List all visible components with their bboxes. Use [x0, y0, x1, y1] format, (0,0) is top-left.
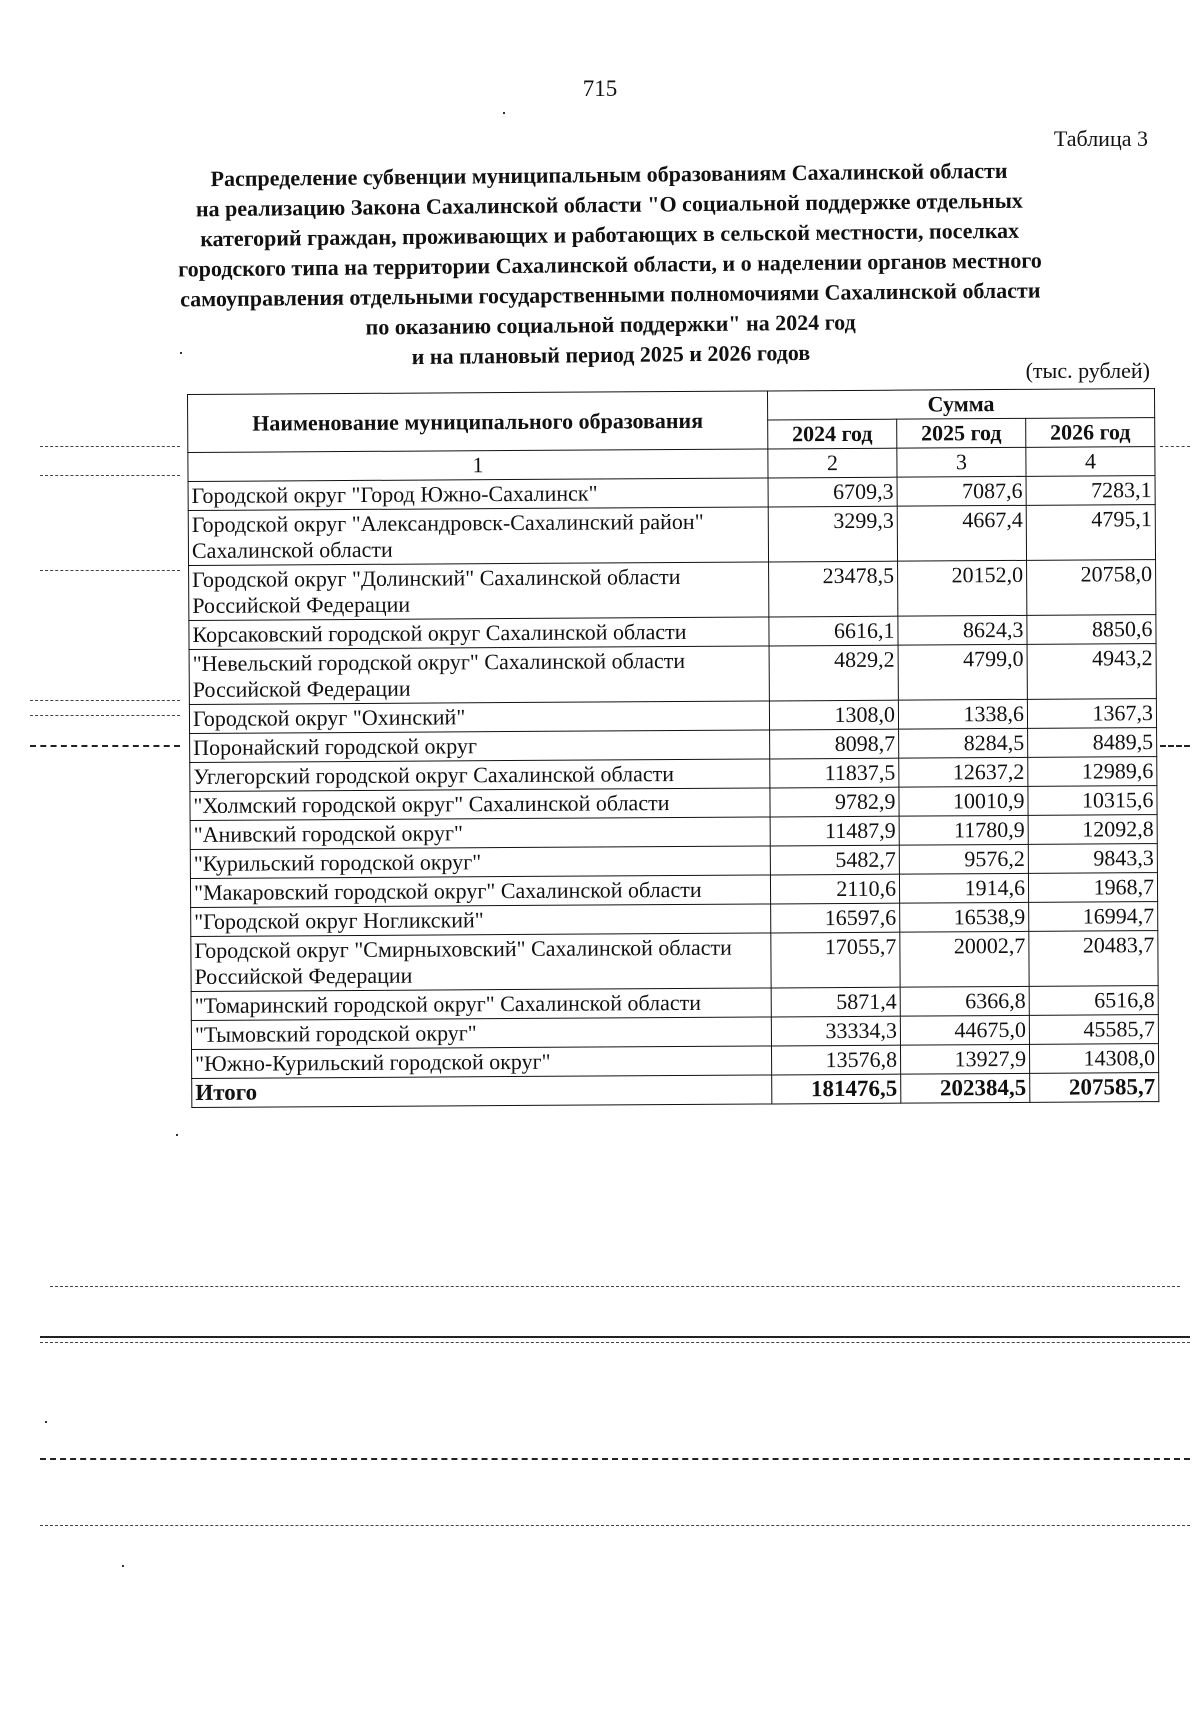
value-2025: 9576,2 — [899, 844, 1028, 874]
scan-artifact-dot — [503, 112, 505, 114]
scan-artifact-dot — [180, 352, 182, 354]
value-2026: 8850,6 — [1027, 615, 1156, 645]
value-2026: 45585,7 — [1029, 1015, 1158, 1045]
value-2024: 4829,2 — [769, 645, 898, 701]
total-2026: 207585,7 — [1030, 1073, 1159, 1103]
scan-artifact-line — [1160, 446, 1190, 447]
value-2025: 4799,0 — [898, 644, 1027, 700]
scan-artifact-dot — [122, 1565, 124, 1567]
municipality-name: "Макаровский городской округ" Сахалинской области — [190, 875, 770, 908]
scan-artifact-line — [40, 446, 180, 447]
total-label: Итого — [192, 1075, 772, 1108]
scan-artifact-line — [40, 1525, 1190, 1526]
value-2025: 1338,6 — [898, 699, 1027, 729]
municipality-name: "Томаринский городской округ" Сахалинской области — [191, 988, 771, 1021]
value-2025: 44675,0 — [900, 1015, 1029, 1045]
municipality-name: Городской округ "Смирныховский" Сахалинской области Российской Федерации — [191, 933, 771, 992]
title-line: и на плановый период 2025 и 2026 годов — [411, 339, 811, 370]
scan-artifact-dot — [176, 1134, 178, 1136]
scan-artifact-line — [40, 1336, 1190, 1338]
table-row — [191, 931, 1158, 992]
value-2025: 12637,2 — [899, 757, 1028, 787]
value-2026: 12989,6 — [1028, 757, 1157, 787]
municipality-name: Городской округ "Долинский" Сахалинской области Российской Федерации — [189, 562, 769, 621]
subsidy-table — [187, 388, 1159, 1108]
title-line: городского типа на территории Сахалинской области, и о наделении органов местного — [178, 247, 1042, 282]
table-label: Таблица 3 — [1053, 126, 1148, 151]
value-2024: 8098,7 — [770, 729, 899, 759]
value-2026: 9843,3 — [1028, 844, 1157, 874]
value-2025: 20002,7 — [900, 931, 1029, 987]
value-2025: 10010,9 — [899, 786, 1028, 816]
value-2026: 4943,2 — [1027, 644, 1156, 700]
value-2025: 6366,8 — [900, 986, 1029, 1016]
table-row — [189, 644, 1156, 705]
municipality-name: "Курильский городской округ" — [190, 846, 770, 879]
units-note: (тыс. рублей) — [1025, 358, 1150, 383]
header-year-2026: 2026 год — [1026, 418, 1155, 448]
value-2025: 8284,5 — [899, 728, 1028, 758]
municipality-name: Углегорский городской округ Сахалинской области — [190, 759, 770, 792]
value-2024: 33334,3 — [771, 1016, 900, 1046]
subsidy-table-wrapper — [187, 388, 1159, 1108]
title-line: по оказанию социальной поддержки" на 2024 год — [365, 309, 856, 340]
value-2026: 4795,1 — [1026, 505, 1155, 561]
title-line: самоуправления отдельными государственными полномочиями Сахалинской области — [180, 277, 1041, 312]
value-2025: 1914,6 — [899, 873, 1028, 903]
value-2024: 5482,7 — [770, 845, 899, 875]
value-2026: 14308,0 — [1029, 1044, 1158, 1074]
value-2025: 7087,6 — [897, 476, 1026, 506]
value-2026: 6516,8 — [1029, 986, 1158, 1016]
municipality-name: Поронайский городской округ — [190, 730, 770, 763]
scan-artifact-line — [1160, 745, 1190, 747]
column-number: 1 — [188, 449, 768, 482]
value-2025: 20152,0 — [898, 560, 1027, 616]
header-year-2024: 2024 год — [768, 419, 897, 449]
value-2025: 16538,9 — [900, 902, 1029, 932]
title-line: Распределение субвенции муниципальным образованиям Сахалинской области — [210, 157, 1008, 192]
scan-artifact-line — [30, 700, 180, 701]
column-number: 4 — [1026, 447, 1155, 477]
value-2024: 3299,3 — [768, 506, 897, 562]
value-2025: 4667,4 — [897, 505, 1026, 561]
scan-artifact-dot — [45, 1421, 47, 1423]
municipality-name: "Тымовский городской округ" — [191, 1017, 771, 1050]
value-2026: 12092,8 — [1028, 815, 1157, 845]
page-number: 715 — [582, 76, 618, 101]
value-2024: 13576,8 — [771, 1045, 900, 1075]
value-2024: 2110,6 — [770, 874, 899, 904]
scan-artifact-line — [40, 1458, 1190, 1460]
value-2024: 5871,4 — [771, 987, 900, 1017]
scan-artifact-line — [50, 1286, 1180, 1287]
municipality-name: Городской округ "Охинский" — [189, 701, 769, 734]
scan-artifact-line — [40, 475, 180, 476]
scan-artifact-line — [30, 715, 180, 716]
value-2024: 6709,3 — [768, 477, 897, 507]
scan-artifact-line — [30, 745, 180, 747]
value-2026: 20483,7 — [1029, 931, 1158, 987]
municipality-name: "Холмский городской округ" Сахалинской области — [190, 788, 770, 821]
title-line: категорий граждан, проживающих и работающих в сельской местности, поселках — [200, 217, 1020, 252]
column-number: 2 — [768, 448, 897, 478]
value-2026: 10315,6 — [1028, 786, 1157, 816]
value-2026: 1367,3 — [1027, 699, 1156, 729]
value-2025: 11780,9 — [899, 815, 1028, 845]
value-2024: 17055,7 — [771, 932, 900, 988]
value-2024: 11487,9 — [770, 816, 899, 846]
municipality-name: "Южно-Курильский городской округ" — [192, 1046, 772, 1079]
value-2024: 9782,9 — [770, 787, 899, 817]
value-2024: 6616,1 — [769, 616, 898, 646]
municipality-name: "Городской округ Ногликский" — [191, 904, 771, 937]
value-2024: 16597,6 — [771, 903, 900, 933]
total-row — [192, 1073, 1159, 1108]
total-2024: 181476,5 — [772, 1074, 901, 1104]
value-2026: 20758,0 — [1027, 560, 1156, 616]
municipality-name: Корсаковский городской округ Сахалинской области — [189, 617, 769, 650]
document-title — [149, 155, 1071, 375]
value-2024: 11837,5 — [770, 758, 899, 788]
scan-artifact-line — [40, 570, 180, 571]
value-2025: 8624,3 — [898, 615, 1027, 645]
table-body — [188, 447, 1159, 1108]
value-2026: 16994,7 — [1029, 902, 1158, 932]
header-sum: Сумма — [767, 389, 1154, 420]
value-2026: 1968,7 — [1028, 873, 1157, 903]
total-2025: 202384,5 — [901, 1073, 1030, 1103]
value-2026: 8489,5 — [1028, 728, 1157, 758]
header-year-2025: 2025 год — [897, 418, 1026, 448]
column-number: 3 — [897, 447, 1026, 477]
title-line: на реализацию Закона Сахалинской области "О социальной поддержке отдельных — [195, 187, 1023, 222]
municipality-name: "Анивский городской округ" — [190, 817, 770, 850]
header-municipality: Наименование муниципального образования — [188, 391, 768, 453]
municipality-name: "Невельский городской округ" Сахалинской области Российской Федерации — [189, 646, 769, 705]
value-2024: 1308,0 — [769, 700, 898, 730]
scan-artifact-line — [40, 1342, 1190, 1343]
table-row — [188, 505, 1155, 566]
municipality-name: Городской округ "Александровск-Сахалинский район" Сахалинской области — [188, 507, 768, 566]
value-2024: 23478,5 — [769, 561, 898, 617]
municipality-name: Городской округ "Город Южно-Сахалинск" — [188, 478, 768, 511]
value-2025: 13927,9 — [900, 1044, 1029, 1074]
table-row — [189, 560, 1156, 621]
value-2026: 7283,1 — [1026, 476, 1155, 506]
